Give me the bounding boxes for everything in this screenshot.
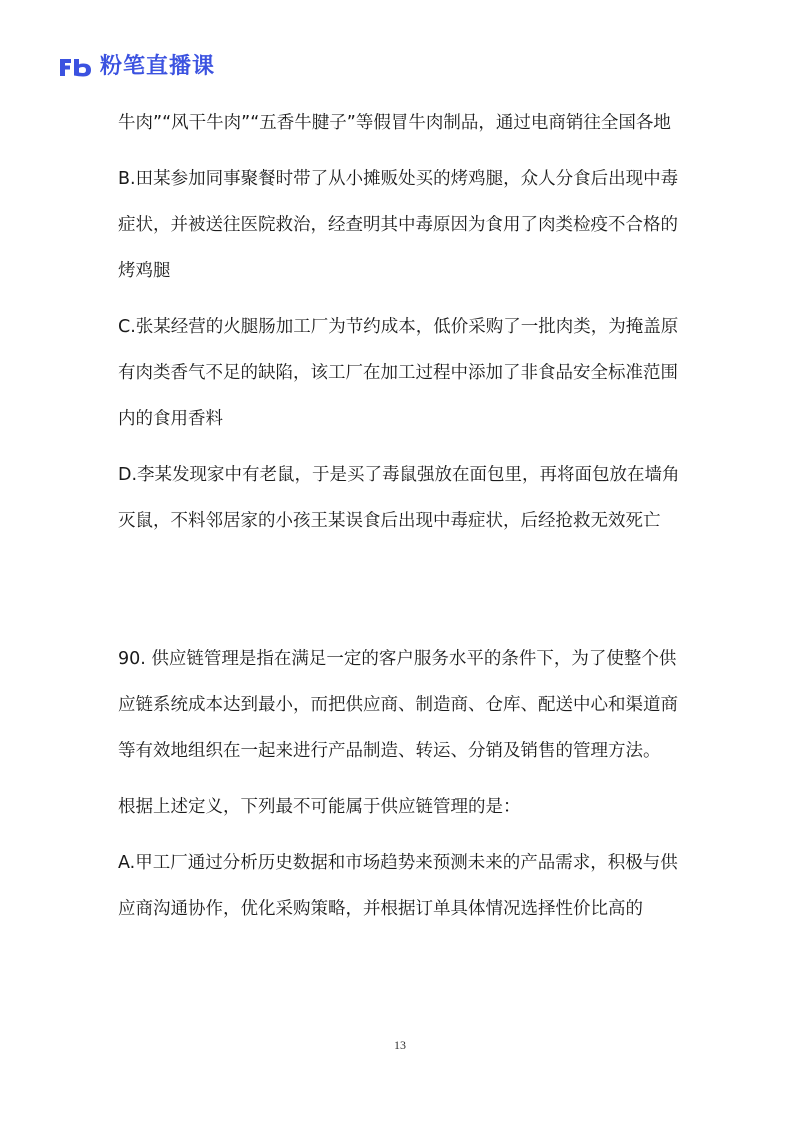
- page-header: [58, 52, 215, 82]
- option-d: D.李某发现家中有老鼠，于是买了毒鼠强放在面包里，再将面包放在墙角灭鼠，不料邻居家的小孩王某误食后出现中毒症状，后经抢救无效死亡: [118, 465, 680, 531]
- option-b: B.田某参加同事聚餐时带了从小摊贩处买的烤鸡腿，众人分食后出现中毒症状，并被送往医院救治，经查明其中毒原因为食用了肉类检疫不合格的烤鸡腿: [118, 169, 679, 281]
- question-90-definition: 90. 供应链管理是指在满足一定的客户服务水平的条件下，为了使整个供应链系统成本达到最小，而把供应商、制造商、仓库、配送中心和渠道商等有效地组织在一起来进行产品制造、转运、分销及销售的管理方法。: [118, 649, 678, 761]
- option-c: C.张某经营的火腿肠加工厂为节约成本，低价采购了一批肉类，为掩盖原有肉类香气不足的缺陷，该工厂在加工过程中添加了非食品安全标准范围内的食用香料: [118, 317, 679, 429]
- paragraph-a-continued: 牛肉”“风干牛肉”“五香牛腱子”等假冒牛肉制品，通过电商销往全国各地: [118, 113, 671, 133]
- question-90-option-a: A.甲工厂通过分析历史数据和市场趋势来预测未来的产品需求，积极与供应商沟通协作，优化采购策略，并根据订单具体情况选择性价比高的: [118, 853, 678, 919]
- question-90-prompt: 根据上述定义，下列最不可能属于供应链管理的是：: [118, 797, 521, 817]
- brand-name: 粉笔直播课: [100, 54, 216, 79]
- page-number: 13: [394, 1038, 406, 1052]
- document-body: [118, 100, 688, 932]
- fb-logo-icon: [58, 56, 94, 78]
